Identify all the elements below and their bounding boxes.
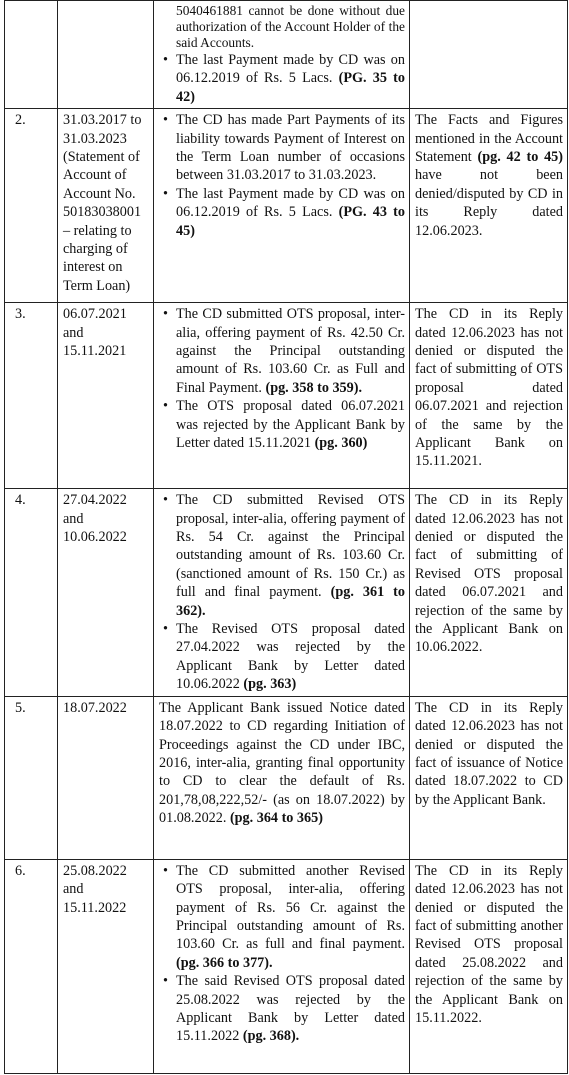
page-reference: (pg. 366 to 377). <box>176 954 273 971</box>
cd-action-cell <box>154 303 410 489</box>
serial-number: 4. <box>5 489 58 696</box>
continued-text: 5040461881 cannot be done without due authorization of the Account Holder of the said Accounts. <box>176 3 405 50</box>
cd-action-cell <box>154 1 410 109</box>
date-cell: 25.08.2022 and 15.11.2022 <box>58 859 154 1073</box>
date-cell <box>58 1 154 109</box>
cd-action-cell: The Applicant Bank issued Notice dated 18.07.2022 to CD regarding Initiation of Proceedings against the CD under IBC, 2016, inter-alia, granting final opportunity to CD to clear the default of Rs. 201,78,08,222,52/- (as on 18.07.2022) by 01.08.2022. (pg. 364 to 365) <box>154 696 410 859</box>
page-reference: (pg. 368). <box>242 1028 300 1045</box>
page-reference: (pg. 358 to 359). <box>265 379 363 396</box>
serial-number: 6. <box>5 859 58 1073</box>
date-cell: 18.07.2022 <box>58 696 154 859</box>
bullet-item: • The CD submitted OTS proposal, inter-alia, offering payment of Rs. 42.50 Cr. against the Principal outstanding amount of Rs. 103.60 Cr. as Full and Final Payment. (pg. 358 to 359). <box>176 305 405 397</box>
cd-action-cell <box>154 489 410 696</box>
events-table <box>4 0 568 1074</box>
cd-action-cell <box>154 859 410 1073</box>
table-row <box>5 489 568 696</box>
remarks-cell: The Facts and Figures mentioned in the Account Statement (pg. 42 to 45) have not been denied/disputed by CD in its Reply dated 12.06.2023. <box>410 109 568 303</box>
page-reference: (pg. 361 to 362). <box>176 584 405 619</box>
table-row <box>5 1 568 109</box>
bullet-item: • The said Revised OTS proposal dated 25.08.2022 was rejected by the Applicant Bank by Letter dated 15.11.2022 (pg. 368). <box>176 972 405 1046</box>
bullet-item: • The CD has made Part Payments of its liability towards Payment of Interest on the Term Loan number of occasions between 31.03.2017 to 31.03.2023. <box>176 111 405 185</box>
page-reference: (pg. 363) <box>243 676 297 693</box>
remarks-cell: The CD in its Reply dated 12.06.2023 has not denied or disputed the fact of submitting of Revised OTS proposal dated 06.07.2021 and rejection of the same by the Applicant Bank on 10.06.2022. <box>410 489 568 696</box>
serial-number <box>5 1 58 109</box>
remarks-cell: The CD in its Reply dated 12.06.2023 has not denied or disputed the fact of submitting of OTS proposal dated 06.07.2021 and rejection of the same by the Applicant Bank on 15.11.2021. <box>410 303 568 489</box>
serial-number: 2. <box>5 109 58 303</box>
table-row <box>5 303 568 489</box>
page-reference: (PG. 35 to 42) <box>176 70 406 105</box>
bullet-item: • The Revised OTS proposal dated 27.04.2022 was rejected by the Applicant Bank by Letter dated 10.06.2022 (pg. 363) <box>176 620 405 694</box>
remarks-cell: The CD in its Reply dated 12.06.2023 has not denied or disputed the fact of issuance of Notice dated 18.07.2022 to CD by the Applicant Bank. <box>410 696 568 859</box>
bullet-item: • The last Payment made by CD was on 06.12.2019 of Rs. 5 Lacs. (PG. 43 to 45) <box>176 185 405 240</box>
cd-action-cell <box>154 109 410 303</box>
bullet-item: • The CD submitted another Revised OTS proposal, inter-alia, offering payment of Rs. 56 Cr. against the Principal outstanding amount of Rs. 103.60 Cr. as full and final payment. (pg. 366 to 377). <box>176 862 405 972</box>
remarks-cell: The CD in its Reply dated 12.06.2023 has not denied or disputed the fact of submitting another Revised OTS proposal dated 25.08.2022 and rejection of the same by the Applicant Bank on 15.11.2022. <box>410 859 568 1073</box>
remarks-cell <box>410 1 568 109</box>
table-row <box>5 696 568 859</box>
page-reference: (pg. 42 to 45) <box>477 149 563 166</box>
bullet-item: • The CD submitted Revised OTS proposal, inter-alia, offering payment of Rs. 54 Cr. against the Principal outstanding amount of Rs. 103.60 Cr. (sanctioned amount of Rs. 150 Cr.) as full and final payment. (pg. 361 to 362). <box>176 491 405 620</box>
bullet-item: • The OTS proposal dated 06.07.2021 was rejected by the Applicant Bank by Letter dated 15.11.2021 (pg. 360) <box>176 397 405 452</box>
table-row <box>5 109 568 303</box>
bullet-item: • The last Payment made by CD was on 06.12.2019 of Rs. 5 Lacs. (PG. 35 to 42) <box>176 51 405 106</box>
page-reference: (pg. 364 to 365) <box>229 810 323 827</box>
page-reference: (pg. 360) <box>314 435 368 452</box>
date-cell: 31.03.2017 to 31.03.2023 (Statement of Account of Account No. 50183038001 – relating to charging of interest on Term Loan) <box>58 109 154 303</box>
date-cell: 06.07.2021 and 15.11.2021 <box>58 303 154 489</box>
date-cell: 27.04.2022 and 10.06.2022 <box>58 489 154 696</box>
serial-number: 5. <box>5 696 58 859</box>
serial-number: 3. <box>5 303 58 489</box>
page-reference: (PG. 43 to 45) <box>176 204 406 239</box>
table-row <box>5 859 568 1073</box>
